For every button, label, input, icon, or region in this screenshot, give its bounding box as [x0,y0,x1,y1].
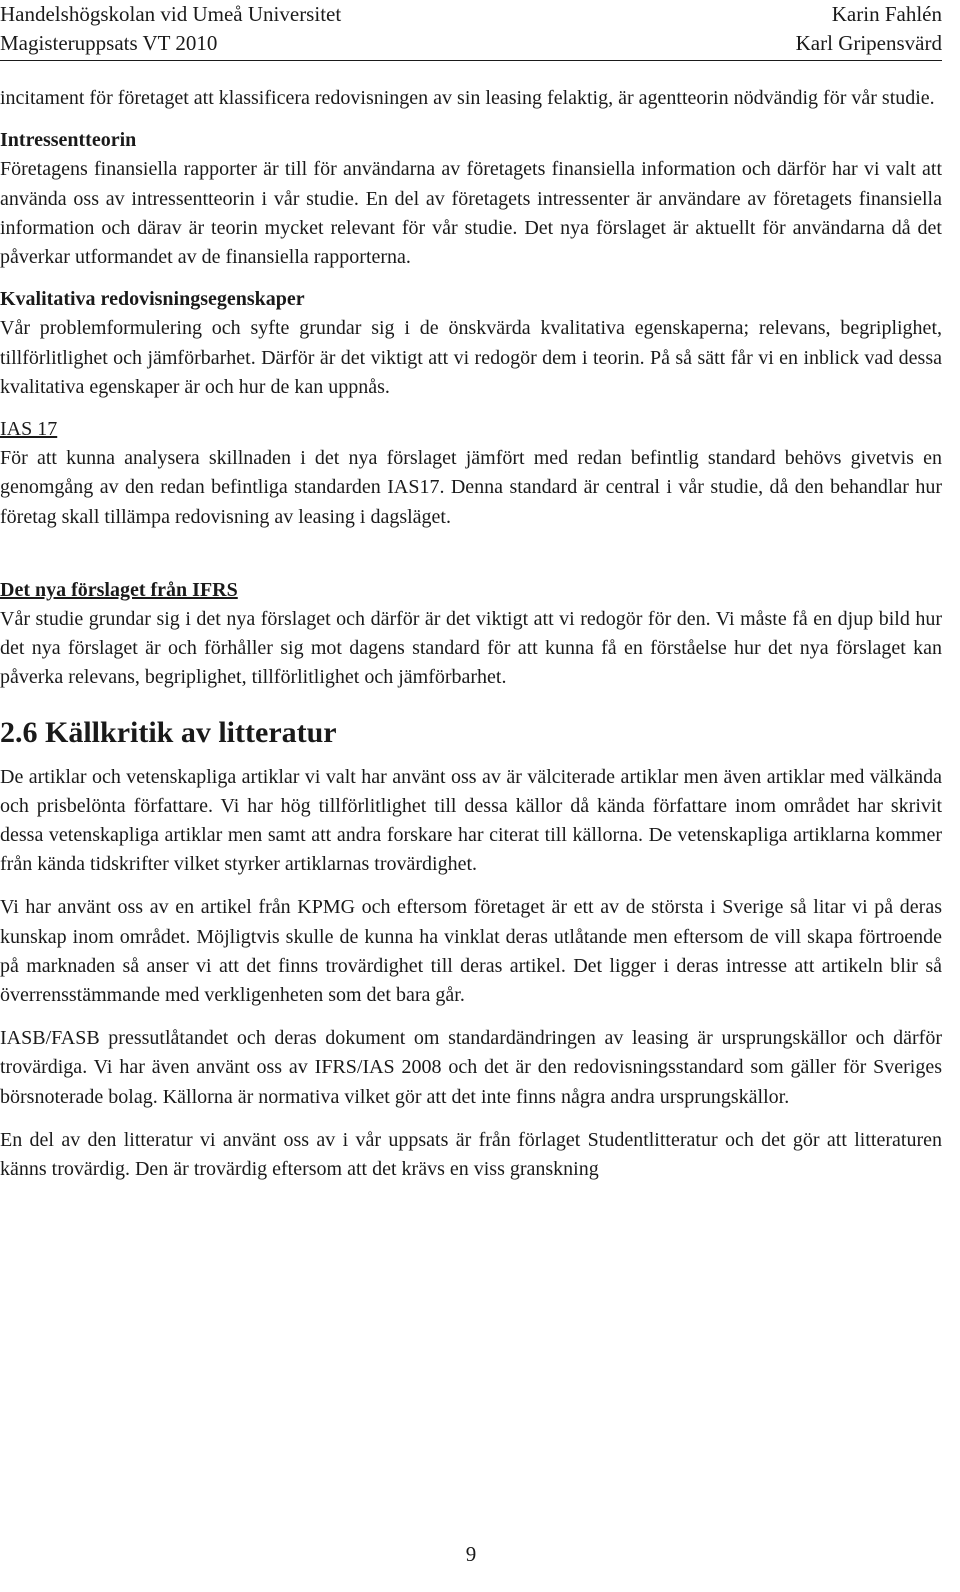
paragraph-ias17: För att kunna analysera skillnaden i det nya förslaget jämfört med redan befintlig standard behövs givetvis en genomgång av den redan befintliga standarden IAS17. Denna standard är central i vår studie, då den behandlar hur företag skall tillämpa redovisning av leasing i dagsläget. [0,447,942,528]
paragraph-qualitative-characteristics: Vår problemformulering och syfte grundar sig i de önskvärda kvalitativa egenskaperna; relevans, begriplighet, tillförlitlighet och jämförbarhet. Därför är det viktigt att vi redogör dem i teorin. På så sätt får vi en inblick vad dessa kvalitativa egenskaper är och hur de kan uppnås. [0,317,942,398]
paragraph-agency-theory-end: incitament för företaget att klassificera redovisningen av sin leasing felaktig, är agentteorin nödvändig för vår studie. [0,87,935,109]
subheading-ias17: IAS 17 [0,418,58,441]
paragraph-articles: De artiklar och vetenskapliga artiklar vi valt har använt oss av är välciterade artiklar men även artiklar med välkända och prisbelönta författare. Vi har hög tillförlitlighet till dessa källor då kända författare inom området har skrivit dessa vetenskapliga artiklar men samt att andra forskare har citerat till källorna. De vetenskapliga artiklarna kommer från kända tidskrifter vilket styrker artiklarnas trovärdighet. [0,765,942,876]
paragraph-stakeholder-theory: Företagens finansiella rapporter är till för användarna av företagets finansiella information och därför har vi valt att använda oss av intressentteorin i vår studie. En del av företagets intressenter är användare av företagets finansiella information och därav är teorin mycket relevant för vår studie. Det nya förslaget är aktuellt för användarna då det påverkar utformandet av de finansiella rapporterna. [0,158,942,269]
page-number: 9 [465,1542,477,1566]
page-header [0,0,960,60]
paragraph-iasb-fasb: IASB/FASB pressutlåtandet och deras dokument om standardändringen av leasing är ursprungskällor och därför trovärdiga. Vi har även använt oss av IFRS/IAS 2008 och det är den redovisningsstandard som gäller för Sveriges börsnoterade bolag. Källorna är normativa vilket gör att det inte finns några andra ursprungskällor. [0,1027,942,1108]
header-author-2: Karl Gripensvärd [795,31,942,55]
subheading-new-proposal: Det nya förslaget från IFRS [0,578,238,601]
section-title: 2.6 Källkritik av litteratur [0,715,337,749]
header-author-1: Karin Fahlén [831,2,942,26]
header-university: Handelshögskolan vid Umeå Universitet [0,2,342,26]
subheading-qualitative-characteristics: Kvalitativa redovisningsegenskaper [0,288,305,311]
subheading-stakeholder-theory: Intressentteorin [0,129,137,152]
paragraph-new-proposal: Vår studie grundar sig i det nya förslaget och därför är det viktigt att vi redogör för den. Vi måste få en djup bild hur det nya förslaget är och förhåller sig mot dagens standard för att kunna få en förståelse hur det nya förslaget kan påverka relevans, begriplighet, tillförlitlighet och jämförbarhet. [0,608,942,689]
header-course: Magisteruppsats VT 2010 [0,31,218,55]
header-left [0,0,341,58]
body-text [0,84,942,1184]
paragraph-kpmg: Vi har använt oss av en artikel från KPMG och eftersom företaget är ett av de största i Sverige så litar vi på deras kunskap inom området. Möjligtvis skulle de kunna ha vinklat deras utlåtande men eftersom de vill skapa förtroende på marknaden så anser vi att det finns trovärdighet till deras artikel. Det ligger i deras intresse att artikeln blir så överrensstämmande med verkligenheten som det bara går. [0,896,942,1007]
header-right [796,0,942,58]
header-rule [0,60,942,61]
paragraph-studentlitteratur: En del av den litteratur vi använt oss av i vår uppsats är från förlaget Studentlitteratur och det gör att litteraturen känns trovärdig. Den är trovärdig eftersom att det krävs en viss granskning [0,1128,942,1181]
